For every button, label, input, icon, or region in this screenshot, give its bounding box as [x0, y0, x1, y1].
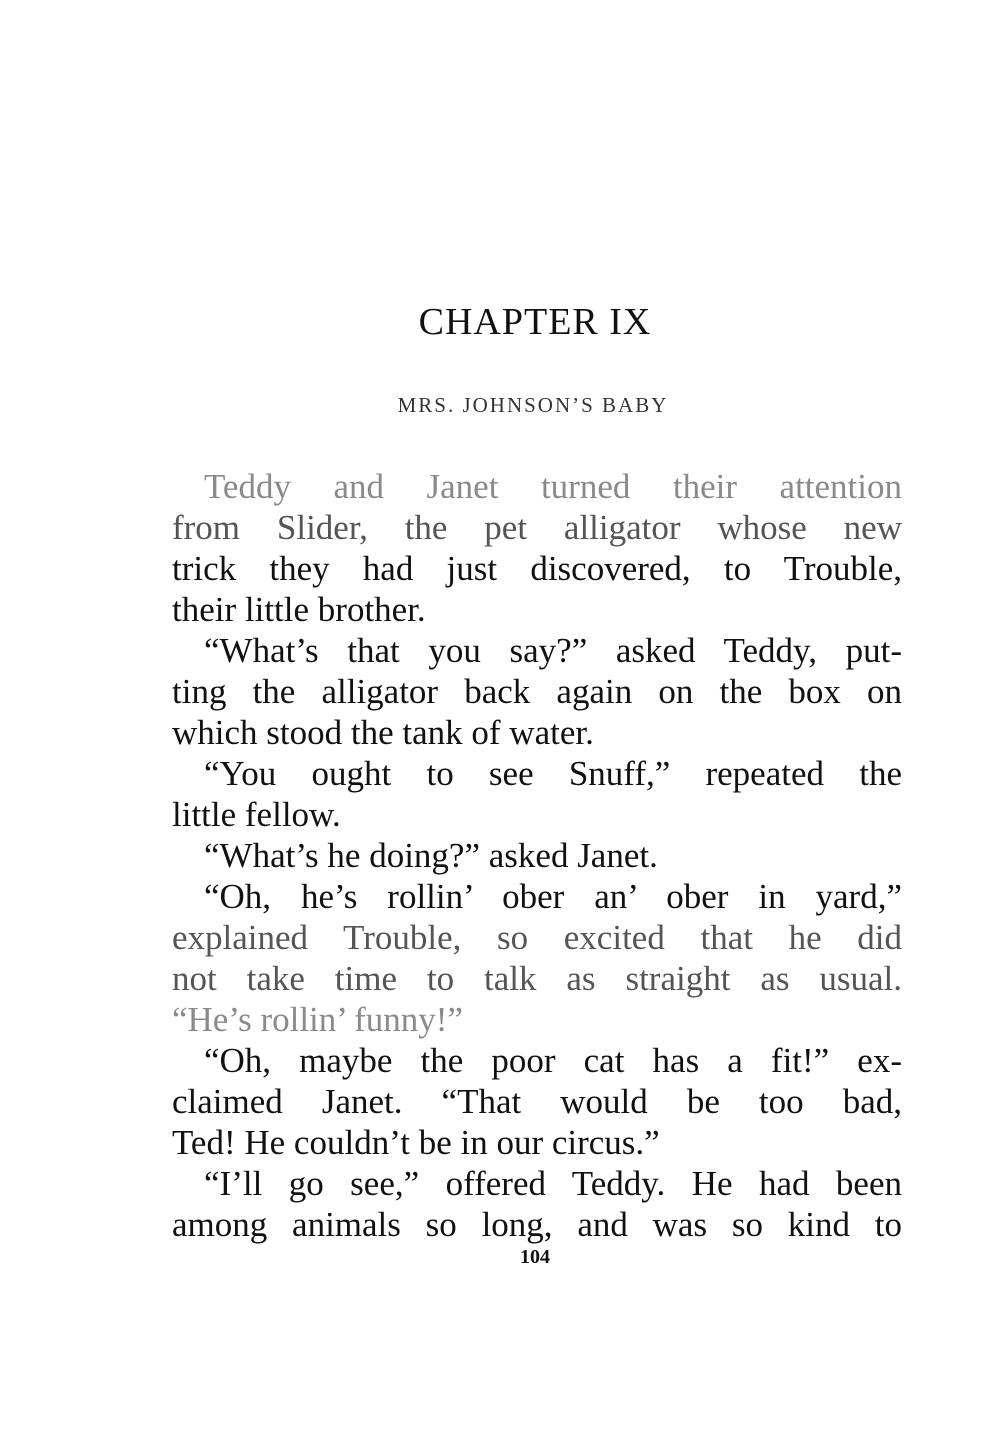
text-line: not take time to talk as straight as usual.	[172, 959, 902, 998]
text-line: ting the alligator back again on the box on	[172, 672, 902, 711]
page-number: 104	[520, 1246, 550, 1268]
text-line: little fellow.	[172, 795, 341, 834]
text-line: “What’s that you say?” asked Teddy, put-	[204, 631, 902, 670]
text-line: “I’ll go see,” offered Teddy. He had been	[204, 1164, 902, 1203]
text-line: “He’s rollin’ funny!”	[172, 1000, 463, 1039]
chapter-subtitle: MRS. JOHNSON’S BABY	[397, 393, 669, 417]
chapter-title: CHAPTER IX	[418, 301, 652, 343]
text-line: Ted! He couldn’t be in our circus.”	[172, 1123, 660, 1162]
text-line: from Slider, the pet alligator whose new	[172, 508, 902, 547]
body-text	[172, 466, 902, 1245]
text-line: “What’s he doing?” asked Janet.	[204, 836, 658, 875]
text-line: among animals so long, and was so kind to	[172, 1205, 902, 1244]
text-line: Teddy and Janet turned their attention	[204, 467, 902, 506]
text-line: explained Trouble, so excited that he did	[172, 918, 902, 957]
text-line: “Oh, he’s rollin’ ober an’ ober in yard,”	[204, 877, 902, 916]
text-line: their little brother.	[172, 590, 426, 629]
text-line: “Oh, maybe the poor cat has a fit!” ex-	[204, 1041, 902, 1080]
text-line: trick they had just discovered, to Trouble,	[172, 549, 902, 588]
text-line: “You ought to see Snuff,” repeated the	[204, 754, 902, 793]
text-line: claimed Janet. “That would be too bad,	[172, 1082, 902, 1121]
text-line: which stood the tank of water.	[172, 713, 594, 752]
